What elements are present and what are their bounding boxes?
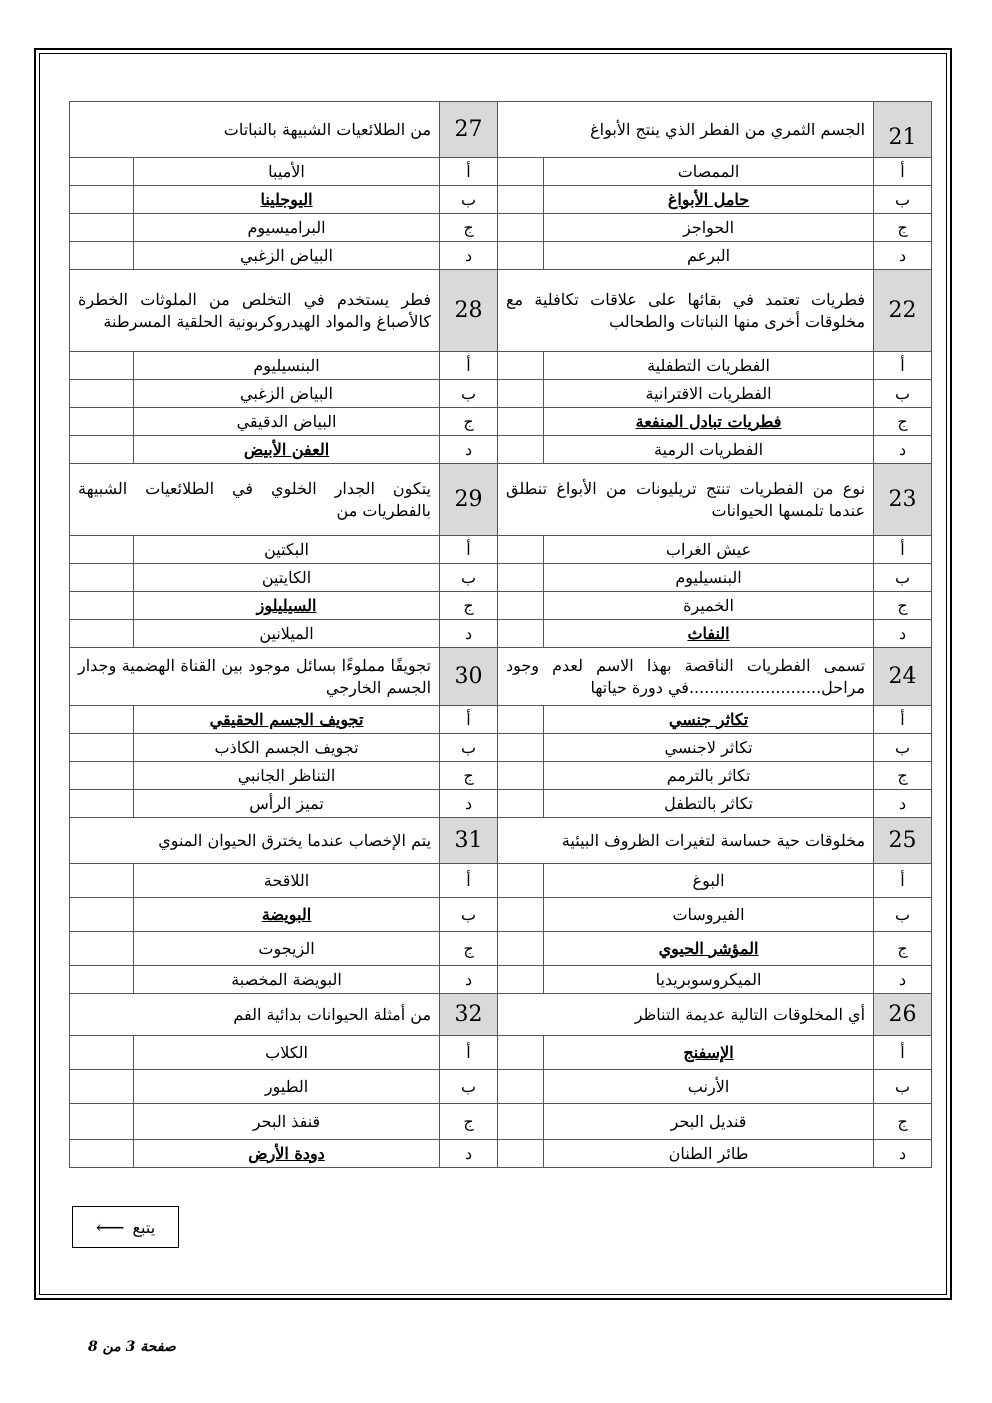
option-letter: د — [874, 966, 932, 994]
option-text[interactable]: الممصات — [544, 158, 874, 186]
answer-cell — [70, 1104, 134, 1140]
question-number: 26 — [874, 994, 932, 1036]
option-letter: ج — [874, 1104, 932, 1140]
option-text[interactable]: الخميرة — [544, 592, 874, 620]
option-letter: ب — [874, 380, 932, 408]
option-row — [70, 592, 932, 620]
option-text[interactable]: البراميسيوم — [134, 214, 440, 242]
option-letter: ج — [440, 214, 498, 242]
option-letter: د — [874, 436, 932, 464]
answer-cell — [498, 1070, 544, 1104]
answer-cell — [498, 186, 544, 214]
option-letter: أ — [874, 352, 932, 380]
option-letter: أ — [874, 1036, 932, 1070]
option-text[interactable]: البرعم — [544, 242, 874, 270]
answer-cell — [498, 436, 544, 464]
option-letter: أ — [440, 352, 498, 380]
option-text[interactable]: الميكروسوبريديا — [544, 966, 874, 994]
option-row — [70, 790, 932, 818]
option-text[interactable]: قنفذ البحر — [134, 1104, 440, 1140]
continue-label: يتبع — [132, 1217, 156, 1237]
option-row — [70, 966, 932, 994]
option-row — [70, 932, 932, 966]
correct-option-text[interactable]: السيليلوز — [134, 592, 440, 620]
option-text[interactable]: الفيروسات — [544, 898, 874, 932]
answer-cell — [498, 1140, 544, 1168]
option-row — [70, 380, 932, 408]
option-letter: د — [874, 620, 932, 648]
option-text[interactable]: الفطريات الاقترانية — [544, 380, 874, 408]
answer-cell — [498, 1104, 544, 1140]
correct-option-text[interactable]: النفاث — [544, 620, 874, 648]
option-letter: د — [440, 620, 498, 648]
answer-cell — [498, 734, 544, 762]
question-text: مخلوقات حية حساسة لتغيرات الظروف البيئية — [498, 818, 874, 864]
option-letter: ب — [440, 734, 498, 762]
question-number: 31 — [440, 818, 498, 864]
option-row — [70, 214, 932, 242]
answer-cell — [498, 966, 544, 994]
question-number: 22 — [874, 270, 932, 352]
question-row — [70, 464, 932, 536]
correct-option-text[interactable]: دودة الأرض — [134, 1140, 440, 1168]
answer-cell — [70, 380, 134, 408]
option-row — [70, 352, 932, 380]
question-number: 25 — [874, 818, 932, 864]
option-letter: ج — [440, 408, 498, 436]
question-text: فطريات تعتمد في بقائها على علاقات تكافلية مع مخلوقات أخرى منها النباتات والطحالب — [498, 270, 874, 352]
question-number: 28 — [440, 270, 498, 352]
option-text[interactable]: البكتين — [134, 536, 440, 564]
correct-option-text[interactable]: تكاثر جنسي — [544, 706, 874, 734]
answer-cell — [70, 242, 134, 270]
option-text[interactable]: تكاثر لاجنسي — [544, 734, 874, 762]
correct-option-text[interactable]: العفن الأبيض — [134, 436, 440, 464]
answer-cell — [498, 864, 544, 898]
answer-cell — [70, 408, 134, 436]
answer-cell — [498, 932, 544, 966]
option-text[interactable]: تجويف الجسم الكاذب — [134, 734, 440, 762]
option-letter: ب — [440, 186, 498, 214]
option-letter: أ — [440, 864, 498, 898]
answer-cell — [70, 762, 134, 790]
option-text[interactable]: تميز الرأس — [134, 790, 440, 818]
answer-cell — [498, 214, 544, 242]
option-text[interactable]: الطيور — [134, 1070, 440, 1104]
option-row — [70, 898, 932, 932]
option-row — [70, 1036, 932, 1070]
option-letter: ج — [440, 762, 498, 790]
option-letter: ج — [874, 592, 932, 620]
questions-table — [69, 101, 931, 1168]
option-letter: ج — [440, 932, 498, 966]
answer-cell — [498, 158, 544, 186]
answer-cell — [70, 966, 134, 994]
question-text: تسمى الفطريات الناقصة بهذا الاسم لعدم وجود مراحل..........................في دورة حياتها — [498, 648, 874, 706]
option-letter: د — [440, 436, 498, 464]
answer-cell — [70, 620, 134, 648]
option-letter: ج — [874, 214, 932, 242]
option-text[interactable]: عيش الغراب — [544, 536, 874, 564]
option-letter: د — [440, 242, 498, 270]
option-text[interactable]: الزيجوت — [134, 932, 440, 966]
question-text: أي المخلوقات التالية عديمة التناظر — [498, 994, 874, 1036]
option-text[interactable]: تكاثر بالتطفل — [544, 790, 874, 818]
answer-cell — [70, 436, 134, 464]
answer-cell — [70, 536, 134, 564]
option-letter: ب — [440, 898, 498, 932]
answer-cell — [70, 564, 134, 592]
question-row — [70, 648, 932, 706]
option-row — [70, 408, 932, 436]
option-letter: د — [440, 790, 498, 818]
correct-option-text[interactable]: اليوجلينا — [134, 186, 440, 214]
answer-cell — [70, 790, 134, 818]
question-row — [70, 270, 932, 352]
option-row — [70, 242, 932, 270]
option-row — [70, 564, 932, 592]
question-text: الجسم الثمري من الفطر الذي ينتج الأبواغ — [498, 102, 874, 158]
question-text: من أمثلة الحيوانات بدائية الفم — [70, 994, 440, 1036]
answer-cell — [70, 734, 134, 762]
answer-cell — [498, 898, 544, 932]
page-number: صفحة 3 من 8 — [88, 1339, 176, 1355]
answer-cell — [70, 214, 134, 242]
answer-cell — [70, 1036, 134, 1070]
correct-option-text[interactable]: الإسفنج — [544, 1036, 874, 1070]
correct-option-text[interactable]: فطريات تبادل المنفعة — [544, 408, 874, 436]
answer-cell — [498, 790, 544, 818]
answer-cell — [498, 242, 544, 270]
option-letter: د — [440, 966, 498, 994]
continue-button[interactable] — [72, 1206, 179, 1248]
option-row — [70, 620, 932, 648]
answer-cell — [498, 408, 544, 436]
option-text[interactable]: الكلاب — [134, 1036, 440, 1070]
option-text[interactable]: البوغ — [544, 864, 874, 898]
option-letter: ب — [874, 564, 932, 592]
question-number: 27 — [440, 102, 498, 158]
option-row — [70, 734, 932, 762]
question-number: 32 — [440, 994, 498, 1036]
option-text[interactable]: الأرنب — [544, 1070, 874, 1104]
answer-cell — [70, 1140, 134, 1168]
question-number: 21 — [874, 102, 932, 158]
option-text[interactable]: تكاثر بالترمم — [544, 762, 874, 790]
option-letter: ب — [440, 1070, 498, 1104]
option-text[interactable]: الفطريات الرمية — [544, 436, 874, 464]
option-text[interactable]: الميلانين — [134, 620, 440, 648]
option-text[interactable]: الفطريات التطفلية — [544, 352, 874, 380]
option-text[interactable]: قنديل البحر — [544, 1104, 874, 1140]
answer-cell — [498, 1036, 544, 1070]
option-text[interactable]: التناظر الجانبي — [134, 762, 440, 790]
option-letter: أ — [874, 864, 932, 898]
option-letter: ب — [874, 734, 932, 762]
question-text: فطر يستخدم في التخلص من الملوثات الخطرة كالأصباغ والمواد الهيدروكربونية الحلقية المسرطنة — [70, 270, 440, 352]
answer-cell — [70, 898, 134, 932]
answer-cell — [498, 536, 544, 564]
question-number: 24 — [874, 648, 932, 706]
option-letter: ب — [440, 380, 498, 408]
option-row — [70, 536, 932, 564]
correct-option-text[interactable]: حامل الأبواغ — [544, 186, 874, 214]
option-letter: أ — [874, 158, 932, 186]
correct-option-text[interactable]: المؤشر الحيوي — [544, 932, 874, 966]
answer-cell — [70, 706, 134, 734]
question-number: 30 — [440, 648, 498, 706]
option-row — [70, 158, 932, 186]
answer-cell — [498, 592, 544, 620]
answer-cell — [70, 592, 134, 620]
answer-cell — [70, 864, 134, 898]
option-letter: د — [874, 242, 932, 270]
option-row — [70, 864, 932, 898]
answer-cell — [498, 762, 544, 790]
answer-cell — [498, 380, 544, 408]
option-letter: د — [874, 790, 932, 818]
option-letter: ج — [440, 1104, 498, 1140]
question-number: 23 — [874, 464, 932, 536]
option-row — [70, 706, 932, 734]
option-letter: أ — [874, 536, 932, 564]
option-letter: د — [874, 1140, 932, 1168]
option-text[interactable]: البياض الزغبي — [134, 380, 440, 408]
option-letter: أ — [440, 1036, 498, 1070]
question-text: يتم الإخصاب عندما يخترق الحيوان المنوي — [70, 818, 440, 864]
answer-cell — [498, 706, 544, 734]
answer-cell — [498, 564, 544, 592]
answer-cell — [70, 186, 134, 214]
arrow-left-icon: ⟵ — [95, 1215, 125, 1239]
option-letter: ب — [440, 564, 498, 592]
option-text[interactable]: البياض الدقيقي — [134, 408, 440, 436]
answer-cell — [70, 1070, 134, 1104]
option-text[interactable]: طائر الطنان — [544, 1140, 874, 1168]
option-letter: ب — [874, 186, 932, 214]
correct-option-text[interactable]: تجويف الجسم الحقيقي — [134, 706, 440, 734]
option-letter: أ — [874, 706, 932, 734]
option-letter: أ — [440, 536, 498, 564]
option-row — [70, 1104, 932, 1140]
option-row — [70, 1070, 932, 1104]
option-text[interactable]: اللاقحة — [134, 864, 440, 898]
answer-cell — [498, 352, 544, 380]
option-text[interactable]: الحواجز — [544, 214, 874, 242]
option-letter: ج — [874, 762, 932, 790]
answer-cell — [70, 352, 134, 380]
option-text[interactable]: الكايتين — [134, 564, 440, 592]
question-row — [70, 102, 932, 158]
question-row — [70, 994, 932, 1036]
option-letter: ج — [874, 408, 932, 436]
question-text: يتكون الجدار الخلوي في الطلائعيات الشبيهة بالفطريات من — [70, 464, 440, 536]
question-text: نوع من الفطريات تنتج تريليونات من الأبواغ تنطلق عندما تلمسها الحيوانات — [498, 464, 874, 536]
option-text[interactable]: الأميبا — [134, 158, 440, 186]
question-row — [70, 818, 932, 864]
question-number: 29 — [440, 464, 498, 536]
option-letter: ب — [874, 898, 932, 932]
option-text[interactable]: البويضة المخصبة — [134, 966, 440, 994]
option-text[interactable]: البنسيليوم — [134, 352, 440, 380]
option-row — [70, 1140, 932, 1168]
option-letter: د — [440, 1140, 498, 1168]
option-letter: ب — [874, 1070, 932, 1104]
correct-option-text[interactable]: البويضة — [134, 898, 440, 932]
answer-cell — [70, 932, 134, 966]
answer-cell — [70, 158, 134, 186]
option-row — [70, 436, 932, 464]
option-row — [70, 186, 932, 214]
question-text: تجويفًا مملوءًا بسائل موجود بين القناة الهضمية وجدار الجسم الخارجي — [70, 648, 440, 706]
option-letter: أ — [440, 158, 498, 186]
answer-cell — [498, 620, 544, 648]
option-letter: ج — [440, 592, 498, 620]
option-letter: ج — [874, 932, 932, 966]
option-text[interactable]: البياض الزغبي — [134, 242, 440, 270]
option-text[interactable]: البنسيليوم — [544, 564, 874, 592]
option-letter: أ — [440, 706, 498, 734]
question-text: من الطلائعيات الشبيهة بالنباتات — [70, 102, 440, 158]
option-row — [70, 762, 932, 790]
